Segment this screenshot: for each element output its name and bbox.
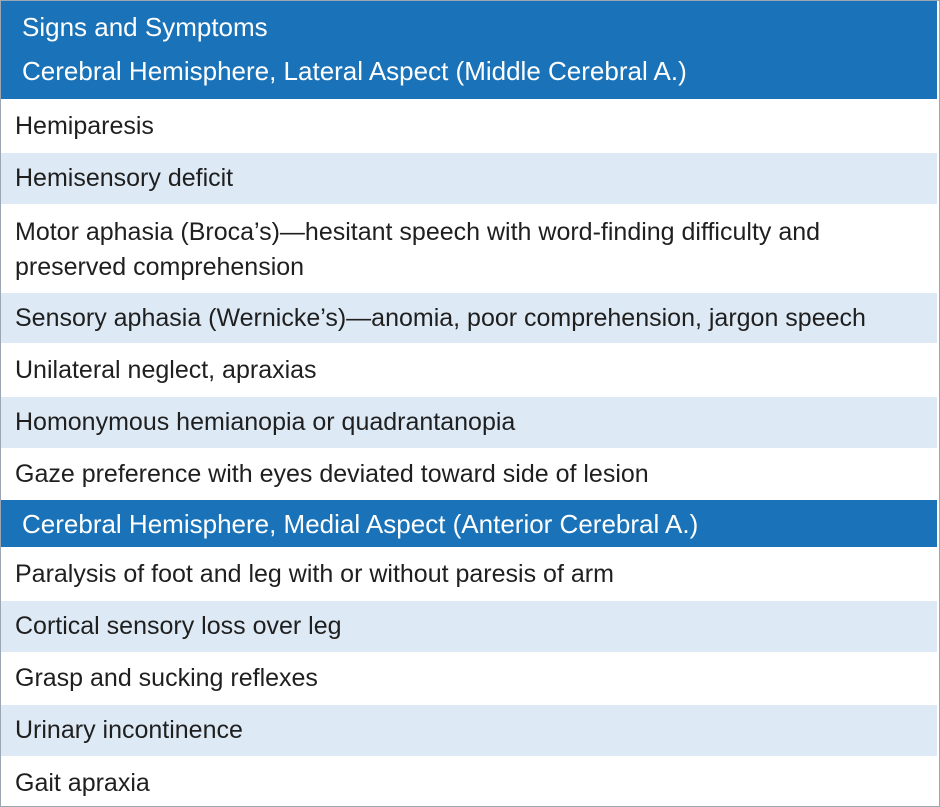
table-row: Sensory aphasia (Wernicke’s)—anomia, poor comprehension, jargon speech <box>1 292 937 343</box>
table-row: Gaze preference with eyes deviated toward side of lesion <box>1 448 937 500</box>
table-row: Unilateral neglect, apraxias <box>1 343 937 396</box>
section-heading-medial: Cerebral Hemisphere, Medial Aspect (Anterior Cerebral A.) <box>1 500 937 547</box>
table-row: Grasp and sucking reflexes <box>1 652 937 704</box>
signs-symptoms-table <box>1 1 937 807</box>
table-row: Urinary incontinence <box>1 704 937 756</box>
table-row: Homonymous hemianopia or quadrantanopia <box>1 396 937 448</box>
table-row: Paralysis of foot and leg with or without paresis of arm <box>1 547 937 600</box>
table-row: Cortical sensory loss over leg <box>1 600 937 652</box>
table-row: Hemiparesis <box>1 99 937 152</box>
table-row: Hemisensory deficit <box>1 152 937 204</box>
table-row: Motor aphasia (Broca’s)—hesitant speech with word-finding difficulty and preserved comprehension <box>1 204 937 292</box>
section-heading-lateral: Cerebral Hemisphere, Lateral Aspect (Middle Cerebral A.) <box>1 49 937 99</box>
table-row: Gait apraxia <box>1 756 937 807</box>
table-title: Signs and Symptoms <box>1 1 937 49</box>
